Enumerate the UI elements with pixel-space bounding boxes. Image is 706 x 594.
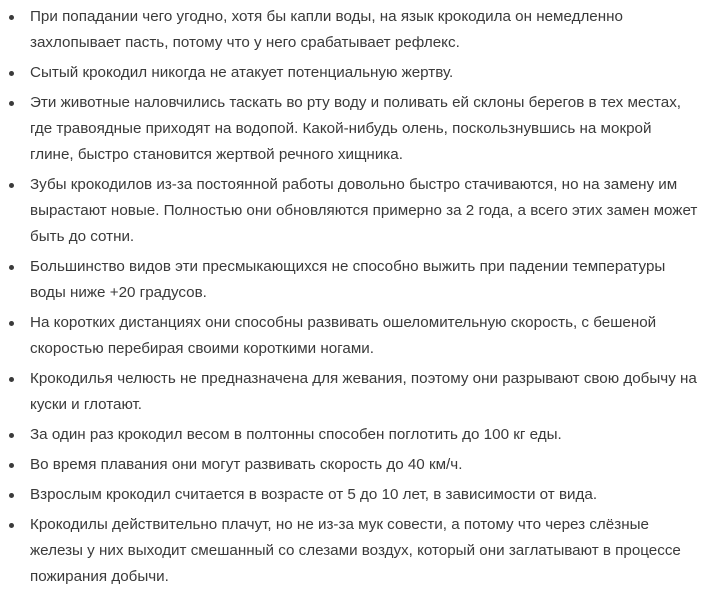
list-item [0, 310, 706, 362]
fact-text: Зубы крокодилов из-за постоянной работы довольно быстро стачиваются, но на замену им вырастают новые. Полностью они обновляются примерно за 2 года, а всего этих замен может быть до сотни. [30, 176, 698, 245]
list-item [0, 422, 706, 448]
bullet-icon [9, 15, 14, 20]
list-item [0, 512, 706, 590]
list-item [0, 452, 706, 478]
list-item [0, 254, 706, 306]
list-item [0, 60, 706, 86]
fact-text: На коротких дистанциях они способны развивать ошеломительную скорость, с бешеной скоростью перебирая своими короткими ногами. [30, 314, 657, 357]
fact-text: При попадании чего угодно, хотя бы капли воды, на язык крокодила он немедленно захлопывает пасть, потому что у него срабатывает рефлекс. [30, 8, 623, 51]
bullet-icon [9, 183, 14, 188]
fact-text: Взрослым крокодил считается в возрасте от 5 до 10 лет, в зависимости от вида. [30, 486, 598, 503]
list-item [0, 90, 706, 168]
list-item [0, 172, 706, 250]
bullet-icon [9, 71, 14, 76]
bullet-icon [9, 493, 14, 498]
fact-text: Крокодилья челюсть не предназначена для жевания, поэтому они разрывают свою добычу на куски и глотают. [30, 370, 697, 413]
fact-text: Крокодилы действительно плачут, но не из-за мук совести, а потому что через слёзные железы у них выходит смешанный со слезами воздух, который они заглатывают в процессе пожирания добычи. [30, 516, 681, 585]
fact-text: Большинство видов эти пресмыкающихся не способно выжить при падении температуры воды ниже +20 градусов. [30, 258, 666, 301]
fact-text: Во время плавания они могут развивать скорость до 40 км/ч. [30, 456, 463, 473]
fact-text: Эти животные наловчились таскать во рту воду и поливать ей склоны берегов в тех местах, где травоядные приходят на водопой. Какой-нибудь олень, поскользнувшись на мокрой глине, быстро становится жертвой речного хищника. [30, 94, 682, 163]
bullet-icon [9, 321, 14, 326]
list-item [0, 482, 706, 508]
fact-text: Сытый крокодил никогда не атакует потенциальную жертву. [30, 64, 454, 81]
bullet-icon [9, 463, 14, 468]
facts-list [0, 4, 706, 594]
bullet-icon [9, 265, 14, 270]
bullet-icon [9, 433, 14, 438]
fact-text: За один раз крокодил весом в полтонны способен поглотить до 100 кг еды. [30, 426, 562, 443]
list-item [0, 4, 706, 56]
list-item [0, 366, 706, 418]
bullet-icon [9, 101, 14, 106]
bullet-icon [9, 523, 14, 528]
bullet-icon [9, 377, 14, 382]
